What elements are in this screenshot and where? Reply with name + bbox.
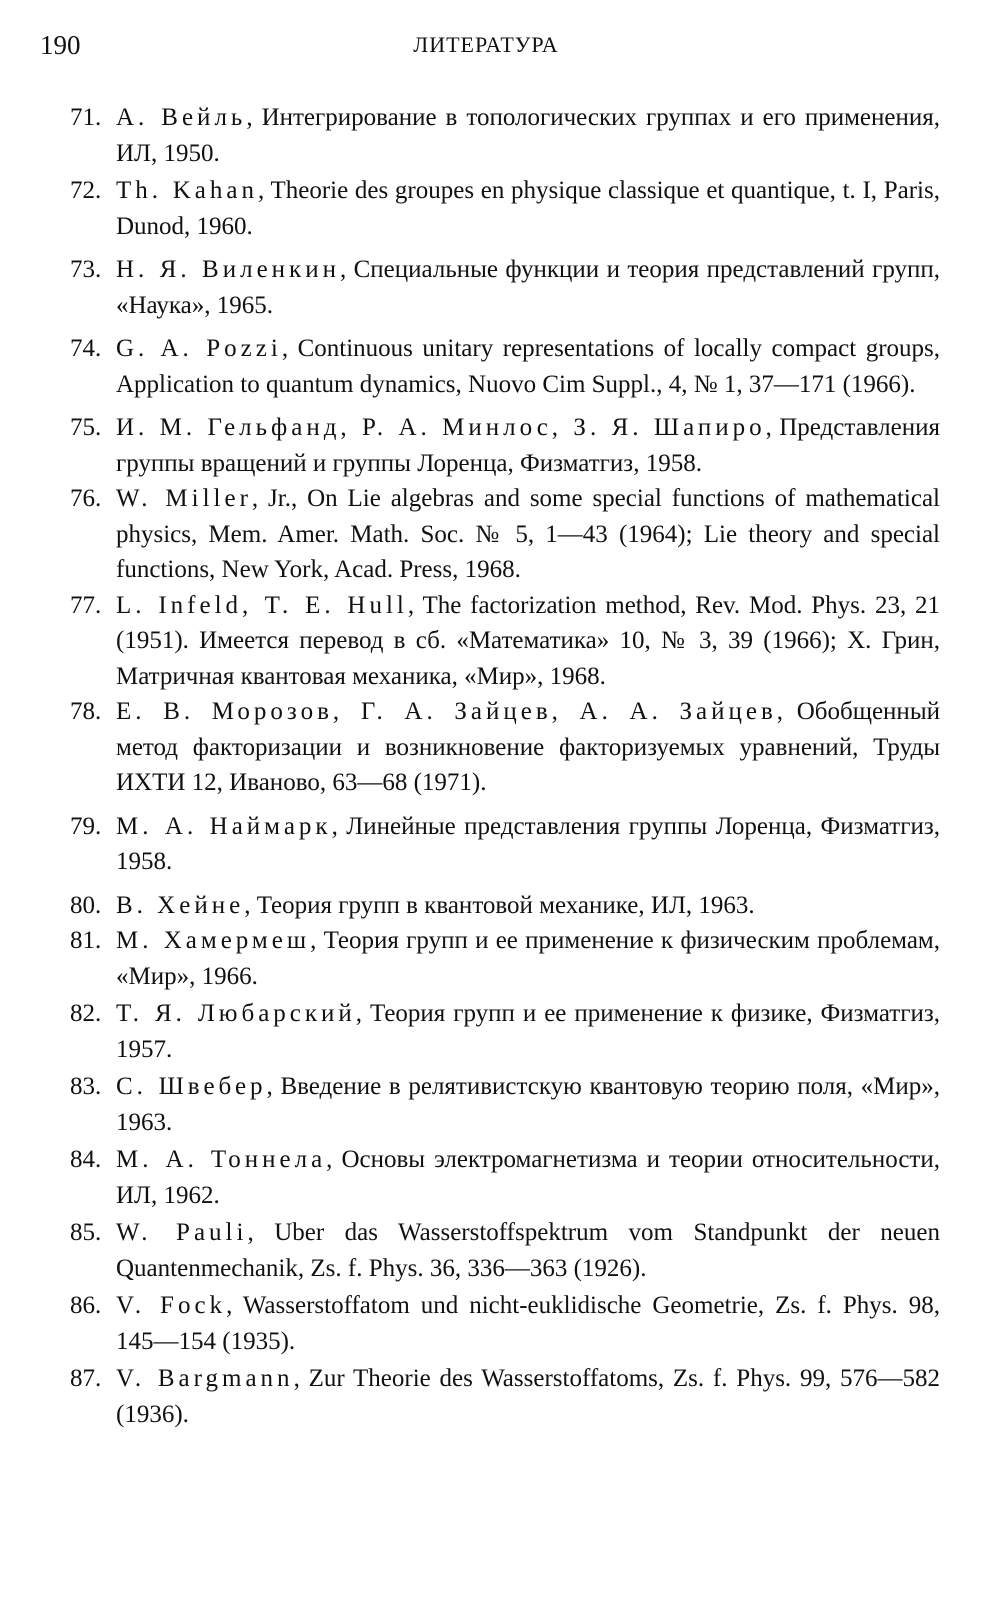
reference-number: 85. — [70, 1219, 102, 1246]
reference-text: , Zur Theorie des Wasserstoffatoms, Zs. f. Phys. 99, 576—582 (1936). — [116, 1365, 940, 1428]
reference-number: 81. — [70, 927, 102, 954]
reference-author: А. Вейль — [116, 104, 247, 131]
reference-item — [70, 694, 940, 801]
reference-author: Th. Kahan — [116, 177, 258, 204]
reference-author: М. А. Тоннела — [116, 1146, 327, 1173]
reference-item — [70, 331, 940, 402]
reference-author: V. Fock — [116, 1292, 227, 1319]
reference-item — [70, 888, 940, 924]
reference-item — [70, 1142, 940, 1213]
reference-number: 82. — [70, 1000, 102, 1027]
reference-text: , Theorie des groupes en physique classique et quantique, t. I, Paris, Dunod, 1960. — [116, 177, 940, 240]
reference-item — [70, 173, 940, 244]
reference-item — [70, 996, 940, 1067]
reference-author: G. A. Pozzi — [116, 335, 282, 362]
reference-text: , Линейные представления группы Лоренца, Физматгиз, 1958. — [116, 812, 940, 875]
reference-item — [70, 1361, 940, 1432]
reference-text: , Теория групп в квантовой механике, ИЛ, 1963. — [244, 891, 755, 919]
reference-item — [70, 481, 940, 588]
reference-text: , Теория групп и ее применение к физике, Физматгиз, 1957. — [116, 1000, 940, 1063]
reference-item — [70, 809, 940, 880]
reference-number: 80. — [70, 891, 102, 919]
running-title: ЛИТЕРАТУРА — [413, 32, 559, 57]
reference-author: М. А. Наймарк — [116, 812, 332, 840]
reference-author: С. Швебер — [116, 1073, 267, 1100]
reference-author: L. Infeld, T. E. Hull — [116, 591, 408, 619]
reference-item — [70, 410, 940, 481]
reference-text: , The factorization method, Rev. Mod. Phys. 23, 21 (1951). Имеется перевод в сб. «Математика» 10, № 3, 39 (1966); Х. Грин, Матричная квантовая механика, «Мир», 1968. — [116, 591, 940, 690]
reference-author: В. Хейне — [116, 891, 245, 919]
reference-number: 75. — [70, 414, 102, 441]
reference-text: , Представления группы вращений и группы Лоренца, Физматгиз, 1958. — [116, 414, 940, 477]
reference-item — [70, 923, 940, 994]
reference-text: , Wasserstoffatom und nicht-euklidische Geometrie, Zs. f. Phys. 98, 145—154 (1935). — [116, 1292, 940, 1355]
reference-number: 84. — [70, 1146, 102, 1173]
reference-text: , Интегрирование в топологических группах и его применения, ИЛ, 1950. — [116, 104, 940, 167]
reference-item — [70, 1069, 940, 1140]
reference-author: Е. В. Морозов, Г. А. Зайцев, А. А. Зайцев — [116, 698, 777, 725]
reference-author: V. Bargmann — [116, 1365, 294, 1392]
reference-text: , Continuous unitary representations of locally compact groups, Application to quantum dynamics, Nuovo Cim Suppl., 4, № 1, 37—171 (1966). — [116, 335, 941, 398]
reference-number: 83. — [70, 1073, 102, 1100]
reference-text: , Основы электромагнетизма и теории относительности, ИЛ, 1962. — [116, 1146, 940, 1209]
reference-number: 87. — [70, 1365, 102, 1392]
reference-number: 86. — [70, 1292, 102, 1319]
page-header — [40, 30, 932, 64]
reference-text: , Специальные функции и теория представлений групп, «Наука», 1965. — [116, 256, 940, 319]
reference-number: 72. — [70, 177, 102, 204]
reference-author: Н. Я. Виленкин — [116, 256, 340, 283]
reference-author: М. Хамермеш — [116, 927, 311, 954]
reference-author: Т. Я. Любарский — [116, 1000, 356, 1027]
reference-text: , Введение в релятивистскую квантовую теорию поля, «Мир», 1963. — [116, 1073, 940, 1136]
reference-author: W. Pauli — [116, 1219, 248, 1246]
reference-number: 79. — [70, 812, 102, 840]
reference-number: 76. — [70, 485, 102, 512]
reference-author: W. Miller — [116, 485, 252, 512]
reference-text: , Jr., On Lie algebras and some special functions of mathematical physics, Mem. Amer. Math. Soc. № 5, 1—43 (1964); Lie theory and special functions, New York, Acad. Press, 1968. — [116, 485, 940, 583]
page-number: 190 — [40, 30, 81, 60]
reference-number: 73. — [70, 256, 102, 283]
reference-list — [70, 100, 940, 1432]
reference-number: 77. — [70, 591, 102, 619]
reference-text: , Обобщенный метод факторизации и возникновение факторизуемых уравнений, Труды ИХТИ 12, Иваново, 63—68 (1971). — [116, 698, 940, 796]
reference-item — [70, 588, 940, 695]
reference-text: , Теория групп и ее применение к физическим проблемам, «Мир», 1966. — [116, 927, 940, 990]
reference-item — [70, 100, 940, 171]
reference-text: , Uber das Wasserstoffspektrum vom Standpunkt der neuen Quantenmechanik, Zs. f. Phys. 36, 336—363 (1926). — [116, 1219, 940, 1282]
reference-number: 74. — [70, 335, 102, 362]
reference-item — [70, 1288, 940, 1359]
reference-number: 71. — [70, 104, 102, 131]
reference-item — [70, 1215, 940, 1286]
reference-author: И. М. Гельфанд, Р. А. Минлос, З. Я. Шапиро — [116, 414, 766, 441]
reference-number: 78. — [70, 698, 102, 725]
reference-item — [70, 252, 940, 323]
